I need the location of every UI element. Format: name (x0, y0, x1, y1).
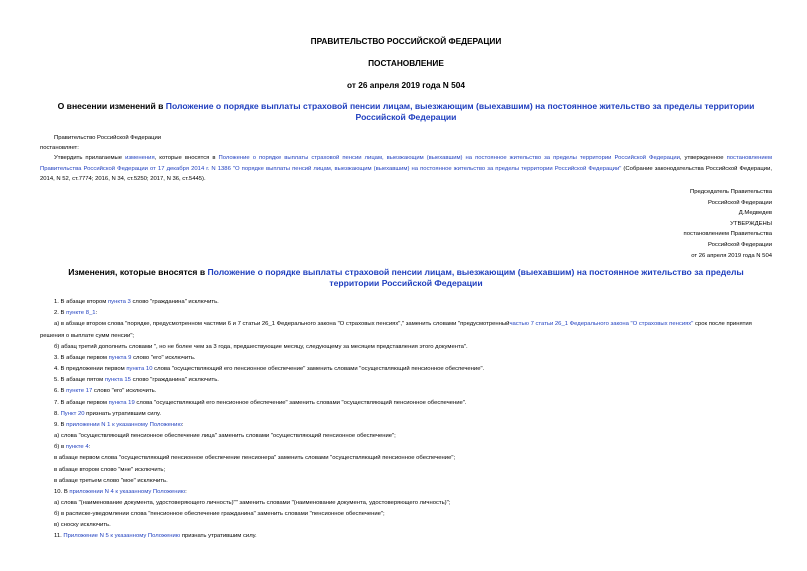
list-item: а) слова "(наименование документа, удостоверяющего личность)"" заменить словами "(наименование документа, удостоверяющего личность)"; (54, 499, 451, 506)
list-item: в абзаце третьем слово "мое" исключить. (54, 477, 168, 484)
changes-title-link[interactable]: Положение о порядке выплаты страховой пенсии лицам, выезжающим (выехавшим) на постоянное жительство за пределы территории Российской Федерации (207, 267, 744, 289)
item-text: 10. В (54, 488, 70, 495)
item-text: : (181, 421, 184, 428)
item-link[interactable]: пункта 15 (104, 377, 131, 384)
list-item (40, 487, 772, 498)
item-text: б) в (54, 444, 66, 451)
approve-link-regulation[interactable]: Положение о порядке выплаты страховой пенсии лицам, выезжающим (выехавшим) на постоянное жительство за пределы территории Российской Федерации (218, 155, 680, 162)
list-item (40, 386, 772, 397)
changes-title (40, 267, 772, 289)
approve-text-c: , утвержденное (679, 155, 727, 162)
intro-line-1: Правительство Российской Федерации (54, 135, 162, 141)
item-text: срок после принятия решения о выплате сумм пенсии"; (40, 321, 752, 339)
approve-text-b: , которые вносятся в (154, 155, 219, 162)
item-link[interactable]: пункте 17 (66, 388, 93, 395)
list-item: б) в расписке-уведомлении слова "пенсионное обеспечение гражданина" заменить словами "пенсионное обеспечение"; (54, 511, 385, 518)
list-item (40, 531, 772, 542)
signature-line: постановлением Правительства (683, 231, 772, 238)
signature-line: Д.Медведев (738, 210, 772, 217)
item-link[interactable]: пункта 9 (108, 354, 132, 361)
item-text: 9. В (54, 421, 67, 428)
item-link[interactable]: пункта 19 (108, 399, 135, 406)
doc-type-heading: ПОСТАНОВЛЕНИЕ (368, 58, 444, 68)
list-item: в) сноску исключить. (54, 522, 111, 529)
intro-line-2: постановляет: (40, 145, 79, 152)
item-link[interactable]: приложении N 1 к указанному Положению (66, 421, 182, 428)
item-text: 4. В предложении первом (54, 366, 127, 373)
signature-line: Председатель Правительства (689, 189, 772, 196)
list-item: а) слова "осуществляющий пенсионное обеспечение лица" заменить словами "осуществляющий пенсионное обеспечение"; (54, 433, 396, 440)
item-text: 2. В (54, 310, 67, 317)
item-text: слово "гражданина" исключить. (130, 377, 219, 384)
list-item (40, 319, 772, 341)
doc-title-link[interactable]: Положение о порядке выплаты страховой пенсии лицам, выезжающим (выехавшим) на постоянное жительство за пределы территории Российской Федерации (165, 101, 755, 122)
signature-line: от 26 апреля 2019 года N 504 (691, 252, 772, 259)
list-item (40, 420, 772, 431)
item-link[interactable]: частью 7 статьи 26_1 Федерального закона "О страховых пенсиях" (509, 321, 694, 328)
item-text: 8. (54, 410, 61, 417)
item-text: слова "осуществляющий его пенсионное обеспечение" заменить словами "осуществляющий пенсионное обеспечение". (134, 399, 467, 406)
list-item: б) абзац третий дополнить словами ", но не более чем за 3 года, предшествующие месяцу, следующему за месяцем представления этого документа". (54, 343, 468, 350)
item-text: 7. В абзаце первом (54, 399, 109, 406)
list-item (40, 353, 772, 364)
item-text: признать утратившим силу. (84, 410, 161, 417)
approve-link-changes[interactable]: изменения (125, 155, 155, 162)
changes-title-prefix: Изменения, которые вносятся в (68, 267, 208, 278)
doc-title (40, 101, 772, 123)
item-text: слова "осуществляющий его пенсионное обеспечение" заменить словами "осуществляющий пенсионное обеспечение". (152, 366, 485, 373)
item-link[interactable]: приложении N 4 к указанному Положению (69, 488, 186, 495)
item-text: : (185, 488, 187, 495)
list-item: в абзаце втором слово "мне" исключить; (54, 466, 166, 473)
item-link[interactable]: пункте 4 (65, 444, 89, 451)
list-item: в абзаце первом слова "осуществляющий пенсионное обеспечение пенсионера" заменить словами "осуществляющий пенсионное обеспечение"; (54, 455, 456, 462)
item-text: 5. В абзаце пятом (54, 377, 105, 384)
item-text: : (88, 444, 91, 451)
item-link[interactable]: пункта 3 (107, 299, 131, 306)
signature-line: Российской Федерации (707, 199, 772, 206)
list-item (40, 308, 772, 319)
item-text: слово "гражданина" исключить. (130, 299, 219, 306)
item-text: признать утратившим силу. (180, 533, 257, 540)
signature-line: Российской Федерации (707, 241, 772, 248)
item-text: : (95, 310, 98, 317)
item-text: слово "его" исключить. (131, 354, 196, 361)
list-item (40, 442, 772, 453)
list-item (40, 375, 772, 386)
item-text: 11. (54, 533, 64, 540)
approve-text-d: (Собрание законодательства Российской Федерации, 2014, N 52, ст.7774; 2016, N 34, ст.5250; 2017, N 36, ст.5445). (40, 165, 772, 182)
item-link[interactable]: Приложение N 5 к указанному Положению (63, 533, 181, 540)
list-item (40, 398, 772, 409)
intro-block (40, 133, 772, 184)
item-text: 6. В (54, 388, 67, 395)
signature-block (40, 187, 772, 261)
item-text: слово "его" исключить. (92, 388, 157, 395)
item-link[interactable]: Пункт 20 (60, 410, 85, 417)
list-item (40, 409, 772, 420)
doc-title-prefix: О внесении изменений в (57, 101, 166, 111)
item-link[interactable]: пункте 8_1 (66, 310, 96, 317)
item-link[interactable]: пункта 10 (126, 366, 153, 373)
approve-paragraph (40, 153, 772, 184)
document-page (40, 36, 772, 543)
list-item (40, 297, 772, 308)
approve-link-resolution[interactable]: постановлением Правительства Российской Федерации от 17 декабря 2014 г. N 1386 "О порядке выплаты пенсий лицам, выезжающим (выехавшим) на постоянное жительство за пределы территории Российской Федерации" (40, 155, 772, 172)
item-text: 1. В абзаце втором (54, 299, 108, 306)
signature-line: УТВЕРЖДЕНЫ (730, 220, 772, 227)
item-text: а) в абзаце втором слова "порядке, предусмотренном частями 6 и 7 статьи 26_1 Федерального закона "О страховых пенсиях"," заменить словами "предусмотренный (54, 321, 510, 328)
approve-text-a: Утвердить прилагаемые (54, 155, 126, 162)
changes-list (40, 297, 772, 542)
item-text: 3. В абзаце первом (54, 354, 109, 361)
authority-heading: ПРАВИТЕЛЬСТВО РОССИЙСКОЙ ФЕДЕРАЦИИ (310, 36, 502, 46)
doc-date-number: от 26 апреля 2019 года N 504 (347, 80, 465, 90)
list-item (40, 364, 772, 375)
